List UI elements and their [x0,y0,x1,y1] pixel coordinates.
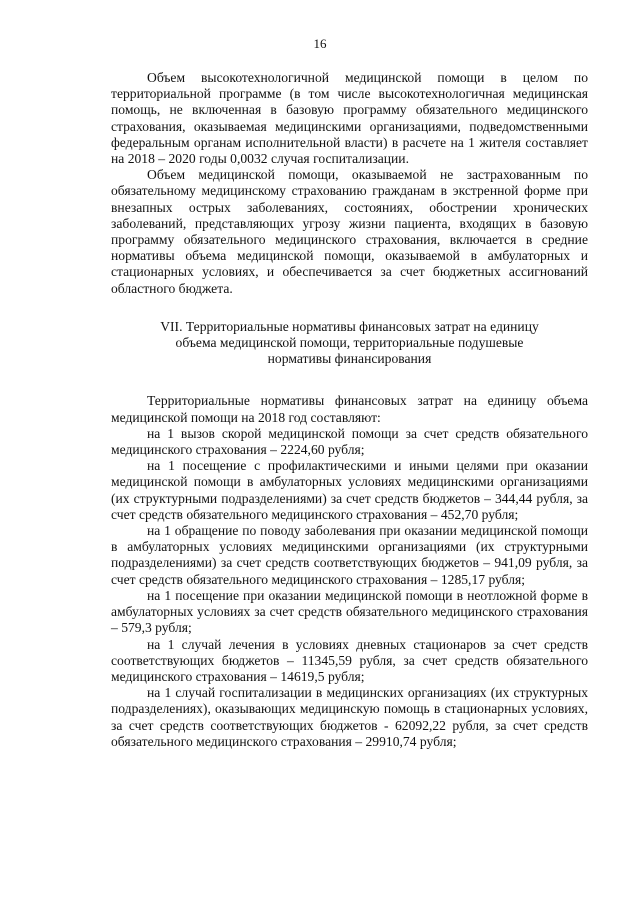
section-heading-line: VII. Территориальные нормативы финансовых затрат на единицу [160,318,539,334]
paragraph-high-tech-care-volume: Объем высокотехнологичной медицинской помощи в целом по территориальной программе (в том числе высокотехнологичная медицинская помощь, не включенная в базовую программу обязательного медицинского страхования, оказываемая медицинскими организациями, подведомственными федеральным органам исполнительной власти) в расчете на 1 жителя составляет на 2018 – 2020 годы 0,0032 случая госпитализации. [111,70,588,167]
paragraph-preventive-visit-cost: на 1 посещение с профилактическими и иными целями при оказании медицинской помощи в амбулаторных условиях медицинскими организациями (их структурными подразделениями) за счет средств бюджетов – 344,44 рубля, за счет средств обязательного медицинского страхования – 452,70 рубля; [111,458,588,522]
paragraph-uninsured-emergency-care: Объем медицинской помощи, оказываемой не застрахованным по обязательному медицинскому страхованию гражданам в экстренной форме при внезапных острых заболеваниях, состояниях, обострении хронических заболеваний, представляющих угрозу жизни пациента, входящих в базовую программу обязательного медицинского страхования, включается в средние нормативы объема медицинской помощи, оказываемой в амбулаторных и стационарных условиях, и обеспечивается за счет бюджетных ассигнований областного бюджета. [111,167,588,296]
document-body [111,70,588,750]
section-heading-line: объема медицинской помощи, территориальные подушевые [175,335,524,351]
page-number: 16 [313,36,327,51]
section-heading [111,319,588,368]
paragraph-hospitalization-cost: на 1 случай госпитализации в медицинских организациях (их структурных подразделениях), оказывающих медицинскую помощь в стационарных условиях, за счет средств соответствующих бюджетов - 62092,22 рубля, за счет средств обязательного медицинского страхования – 29910,74 рубля; [111,685,588,749]
section-heading-line: нормативы финансирования [267,351,432,367]
paragraph-ambulance-call-cost: на 1 вызов скорой медицинской помощи за счет средств обязательного медицинского страхования – 2224,60 рубля; [111,425,588,458]
paragraph-disease-appeal-cost: на 1 обращение по поводу заболевания при оказании медицинской помощи в амбулаторных условиях медицинскими организациями (их структурными подразделениями) за счет средств соответствующих бюджетов – 941,09 рубля, за счет средств обязательного медицинского страхования – 1285,17 рубля; [111,523,588,587]
paragraph-day-hospital-cost: на 1 случай лечения в условиях дневных стационаров за счет средств соответствующих бюджетов – 11345,59 рубля, за счет средств обязательного медицинского страхования – 14619,5 рубля; [111,636,588,684]
paragraph-urgent-visit-cost: на 1 посещение при оказании медицинской помощи в неотложной форме в амбулаторных условиях за счет средств обязательного медицинского страхования – 579,3 рубля; [111,587,588,636]
paragraph-cost-standards-intro: Территориальные нормативы финансовых затрат на единицу объема медицинской помощи на 2018 год составляют: [111,393,588,425]
